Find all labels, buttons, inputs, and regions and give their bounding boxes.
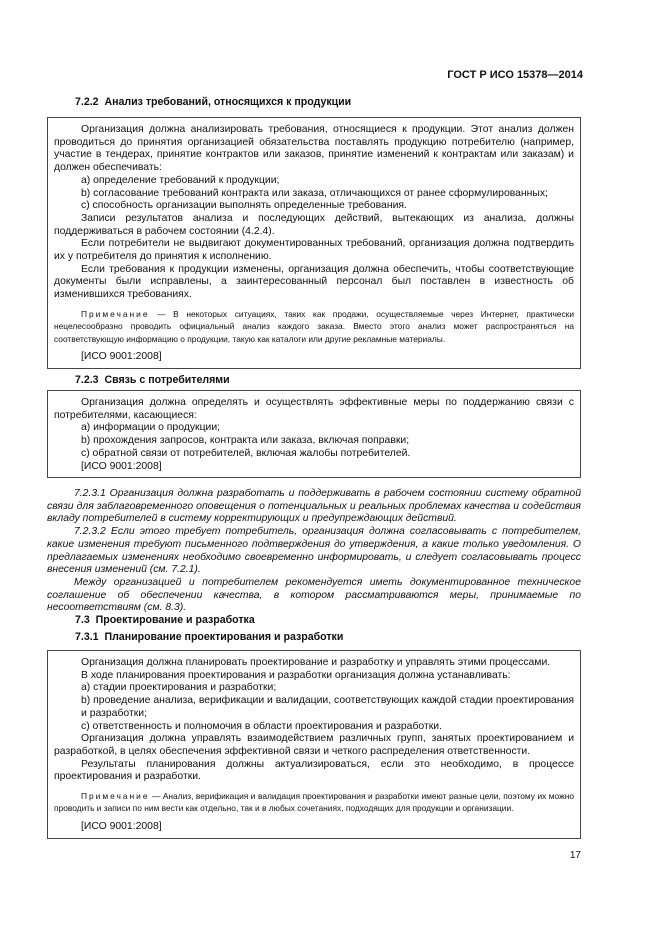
heading-text: Связь с потребителями (104, 374, 230, 386)
paragraph: Между организацией и потребителем рекомендуется иметь документированное техническое соглашение об обеспечении качества, в котором рассматриваются меры, принимаемые по несоответствиям (см. 8.3). (47, 576, 581, 614)
document-header: ГОСТ Р ИСО 15378—2014 (447, 69, 583, 81)
supplement-block-7-2-3 (47, 488, 581, 615)
paragraph: Организация должна определять и осуществлять эффективные меры по поддержанию связи с потребителями, касающиеся: (54, 397, 574, 421)
section-heading-7-2-3 (75, 374, 230, 387)
reference: [ИСО 9001:2008] (81, 351, 162, 363)
heading-number: 7.3.1 (75, 631, 99, 643)
heading-text: Проектирование и разработка (95, 614, 255, 626)
list-item: a) стадии проектирования и разработки; (81, 682, 277, 694)
paragraph: Если требования к продукции изменены, организация должна обеспечить, чтобы соответствующие документы были исправлены, а заинтересованный персонал был поставлен в известность об изменившихся требованиях. (54, 263, 574, 301)
section-heading-7-3 (75, 614, 255, 627)
paragraph: Организация должна управлять взаимодействием различных групп, занятых проектированием и разработкой, в целях обеспечения эффективной связи и четкого распределения ответственности. (54, 733, 574, 757)
heading-number: 7.2.3 (75, 374, 99, 386)
paragraph: В ходе планирования проектирования и разработки организация должна устанавливать: (81, 669, 511, 681)
note-label: Примечание (81, 308, 150, 319)
paragraph-7-2-3-1: 7.2.3.1 Организация должна разработать и поддерживать в рабочем состоянии систему обратной связи для заблаговременного оповещения о потенциальных и реальных проблемах качества и содействия вкладу потребителей в систему корректирующих и предупреждающих действий. (47, 488, 581, 525)
list-item: b) прохождения запросов, контракта или заказа, включая поправки; (81, 435, 410, 447)
paragraph: Если потребители не выдвигают документированных требований, организация должна подтвердить их у потребителя до принятия к исполнению. (54, 238, 574, 263)
requirements-box-7-3-1 (47, 650, 581, 839)
paragraph: Организация должна анализировать требования, относящиеся к продукции. Этот анализ должен проводиться до принятия организацией обязательства поставлять продукцию потребителю (например, участие в тендерах, принятие контрактов или заказов, принятие изменений к контрактам или заказам) и должен обеспечивать: (54, 124, 574, 174)
note-label: Примечание (81, 791, 150, 802)
list-item: b) проведение анализа, верификации и валидации, соответствующих каждой стадии проектирования и разработки; (81, 695, 574, 719)
heading-text: Анализ требований, относящихся к продукции (104, 96, 352, 108)
list-item: c) способность организации выполнять определенные требования. (81, 200, 407, 212)
list-item: a) информации о продукции; (81, 422, 221, 434)
paragraph: Организация должна планировать проектирование и разработку и управлять этими процессами. (81, 657, 551, 668)
paragraph: Результаты планирования должны актуализироваться, если это необходимо, в процессе проектирования и разработки. (54, 758, 574, 783)
list-item: a) определение требований к продукции; (81, 174, 280, 186)
note-text: — В некоторых ситуациях, таких как продажи, осуществляемые через Интернет, практически нецелесообразно проводить официальный анализ каждого заказа. Вместо этого анализ может распространяться на соответствующую информацию о продукции, такую как каталоги или другие рекламные материалы. (54, 308, 574, 344)
list-item: b) согласование требований контракта или заказа, отличающихся от ранее сформулированных; (81, 187, 548, 199)
reference: [ИСО 9001:2008] (81, 820, 162, 832)
requirements-box-7-2-2 (47, 117, 581, 369)
section-heading-7-3-1 (75, 631, 343, 644)
note (54, 790, 574, 815)
heading-text: Планирование проектирования и разработки (104, 631, 344, 643)
list-item: c) обратной связи от потребителей, включая жалобы потребителей. (81, 447, 411, 459)
heading-number: 7.3 (75, 614, 90, 626)
section-heading-7-2-2 (75, 96, 351, 109)
list-item: c) ответственность и полномочия в области проектирования и разработки. (81, 720, 442, 732)
paragraph-7-2-3-2: 7.2.3.2 Если этого требует потребитель, организация должна согласовывать с потребителем, какие изменения требуют письменного подтверждения до утверждения, а какие только уведомления. О предлагаемых изменениях необходимо своевременно информировать, и следует согласовывать процесс внесения изменений (см. 7.2.1). (47, 526, 581, 576)
page-number: 17 (569, 850, 581, 861)
requirements-box-7-2-3 (47, 390, 581, 478)
note-text: — Анализ, верификация и валидация проектирования и разработки имеют разные цели, поэтому их можно проводить и записи по ним вести как отдельно, так и в любых сочетаниях, подходящих для продукции и организации. (54, 791, 574, 814)
note (54, 308, 574, 345)
reference: [ИСО 9001:2008] (81, 460, 162, 472)
heading-number: 7.2.2 (75, 96, 99, 108)
paragraph: Записи результатов анализа и последующих действий, вытекающих из анализа, должны поддерживаться в рабочем состоянии (4.2.4). (54, 212, 574, 237)
